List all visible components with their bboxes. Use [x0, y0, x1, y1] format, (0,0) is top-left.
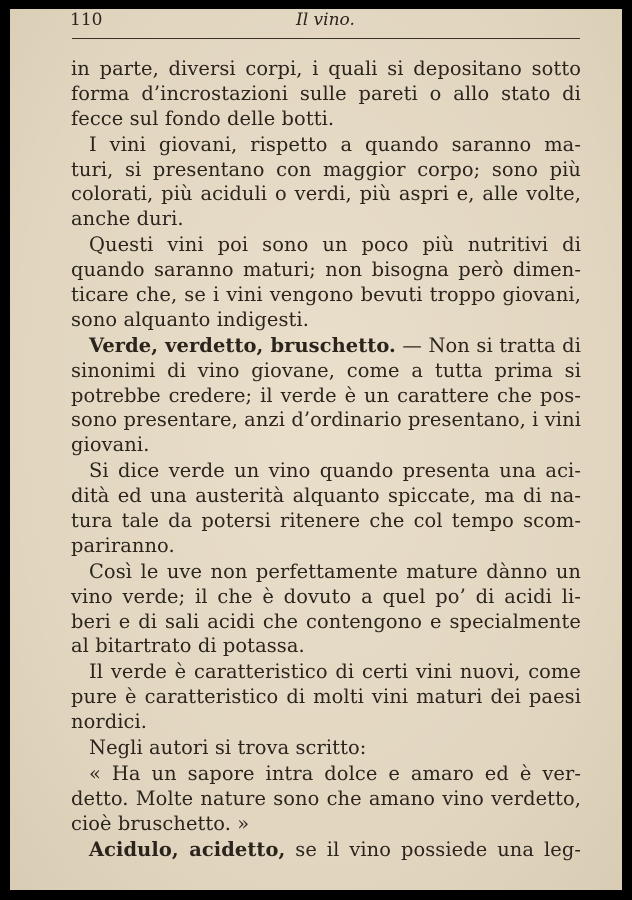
- running-title: Il vino.: [296, 10, 355, 30]
- text-line: tura tale da potersi ritenere che col tempo scom-: [71, 509, 581, 533]
- text-line: « Ha un sapore intra dolce e amaro ed è ver-: [89, 761, 581, 785]
- text-line: Questi vini poi sono un poco più nutritivi di: [89, 233, 581, 257]
- text-line: pure è caratteristico di molti vini maturi dei paesi: [71, 685, 581, 709]
- paragraph-heading: Verde, verdetto, bruschetto.: [89, 333, 396, 357]
- body-text: [71, 57, 581, 864]
- text-line: dità ed una austerità alquanto spiccate, ma di na-: [71, 484, 581, 508]
- text-line: [71, 334, 581, 359]
- heading-continuation: — Non si tratta di: [395, 333, 581, 357]
- text-line: detto. Molte nature sono che amano vino verdetto,: [71, 786, 581, 810]
- text-line: forma d’incrostazioni sulle pareti o allo stato di: [71, 81, 581, 105]
- paragraph: [71, 660, 581, 735]
- paragraph: [71, 133, 581, 233]
- paragraph: [71, 233, 581, 333]
- page-header: [10, 9, 622, 43]
- text-line: I vini giovani, rispetto a quando saranno ma-: [89, 132, 581, 156]
- paragraph: [71, 838, 581, 863]
- text-line: al bitartrato di potassa.: [71, 634, 305, 658]
- text-line: turi, si presentano con maggior corpo; sono più: [71, 157, 581, 181]
- text-line: Così le uve non perfettamente mature dànno un: [89, 559, 581, 583]
- text-line: potrebbe credere; il verde è un carattere che pos-: [71, 383, 581, 407]
- heading-continuation: se il vino possiede una leg-: [285, 837, 581, 861]
- text-line: sono presentare, anzi d’ordinario presentano, i vini: [71, 408, 581, 432]
- text-line: Negli autori si trova scritto:: [89, 736, 367, 760]
- text-line: pariranno.: [71, 533, 175, 557]
- paragraph: [71, 560, 581, 660]
- text-line: nordici.: [71, 710, 148, 734]
- text-line: sinonimi di vino giovane, come a tutta prima si: [71, 358, 581, 382]
- text-line: ticare che, se i vini vengono bevuti troppo giovani,: [71, 283, 581, 307]
- header-rule: [72, 38, 580, 39]
- text-line: Si dice verde un vino quando presenta una aci-: [89, 459, 581, 483]
- book-page: [10, 9, 622, 890]
- page-number: 110: [70, 10, 103, 30]
- text-line: colorati, più aciduli o verdi, più aspri e, alle volte,: [71, 182, 581, 206]
- text-line: quando saranno maturi; non bisogna però dimen-: [71, 258, 581, 282]
- paragraph-heading: Acidulo, acidetto,: [89, 837, 286, 861]
- paragraph: [71, 736, 581, 761]
- text-line: vino verde; il che è dovuto a quel po’ di acidi li-: [71, 584, 581, 608]
- text-line: in parte, diversi corpi, i quali si depositano sotto: [71, 57, 581, 80]
- text-line: Il verde è caratteristico di certi vini nuovi, come: [89, 660, 581, 684]
- text-line: cioè bruschetto. »: [71, 811, 250, 835]
- text-line: anche duri.: [71, 207, 184, 231]
- text-line: giovani.: [71, 433, 150, 457]
- paragraph: [71, 459, 581, 559]
- text-line: beri e di sali acidi che contengono e specialmente: [71, 609, 581, 633]
- paragraph: [71, 57, 581, 132]
- text-line: fecce sul fondo delle botti.: [71, 106, 335, 130]
- text-line: sono alquanto indigesti.: [71, 307, 309, 331]
- paragraph: [71, 762, 581, 837]
- text-line: [71, 838, 581, 863]
- paragraph: [71, 334, 581, 458]
